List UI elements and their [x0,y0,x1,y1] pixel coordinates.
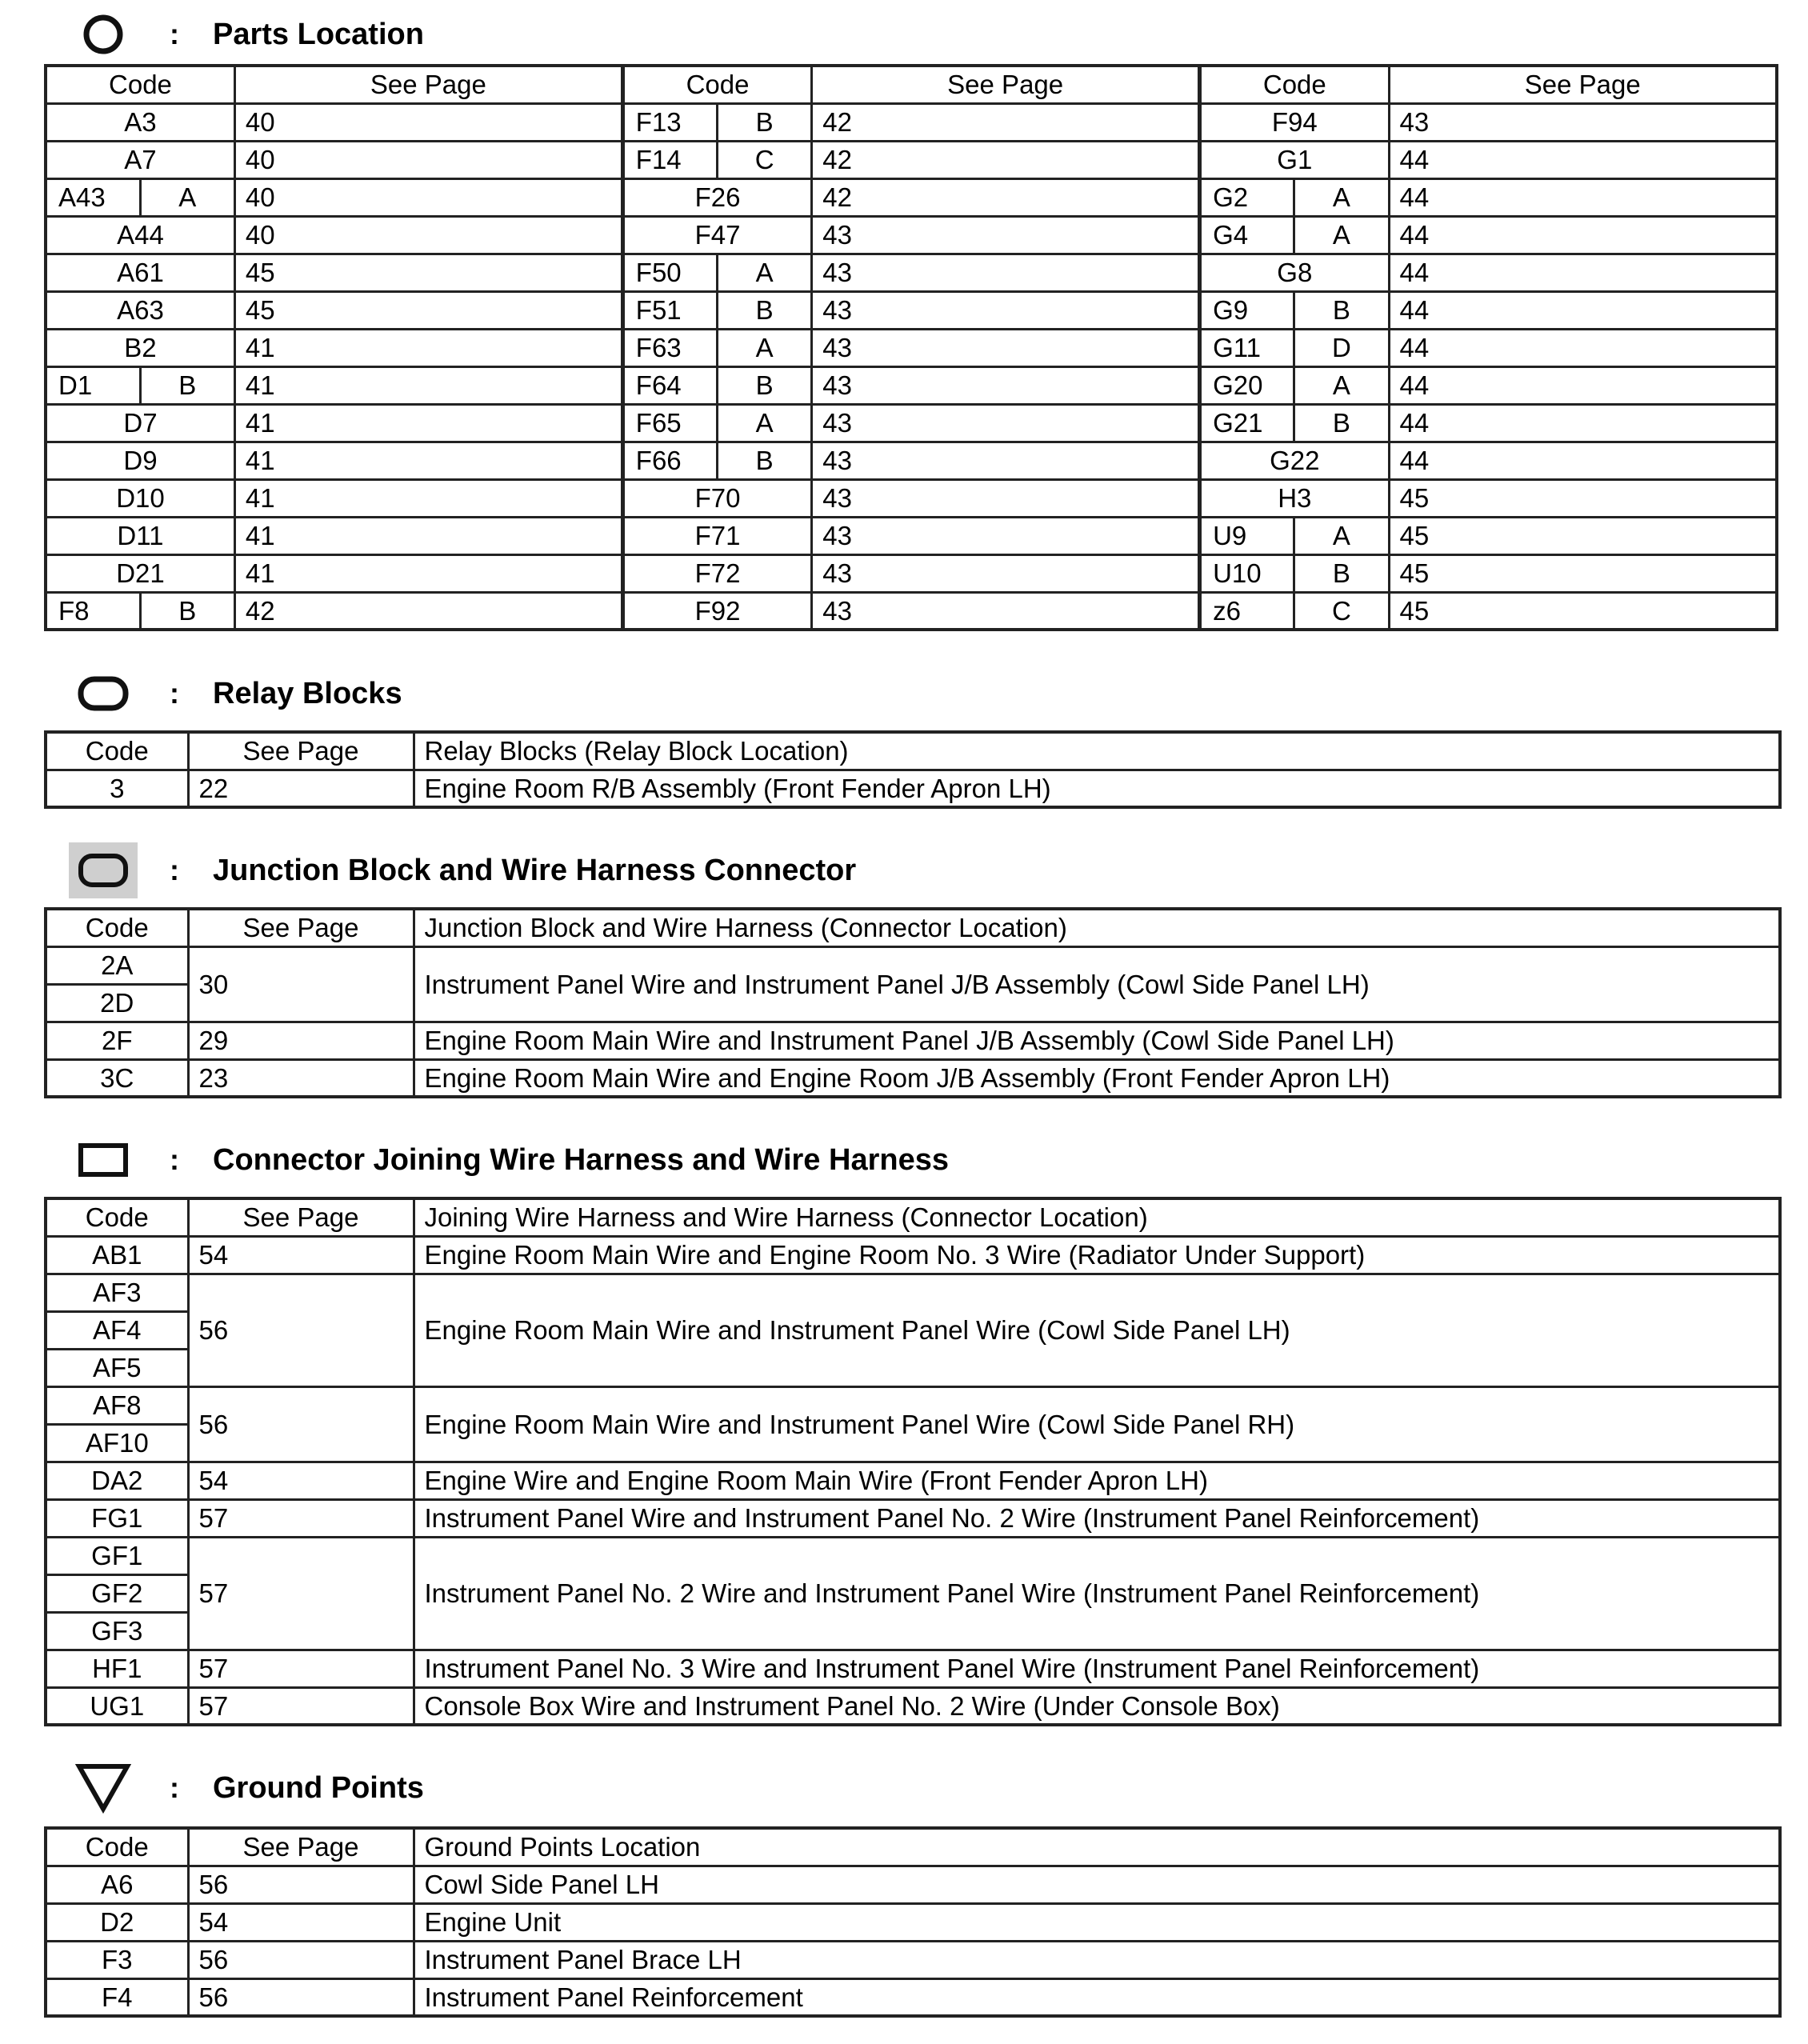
section-title: Junction Block and Wire Harness Connector [213,853,857,887]
shaded-rounded-rectangle-symbol-icon [69,842,138,898]
relay-blocks-heading [69,666,402,722]
code-cell: A63 [46,291,234,329]
code-cell: G4 [1200,216,1294,254]
table-row [46,216,1777,254]
connector-joining-heading [69,1132,949,1188]
see-page-header: See Page [188,732,414,770]
page-cell: 43 [812,442,1200,479]
table-row [46,442,1777,479]
code-cell: U9 [1200,517,1294,554]
heading-colon: : [170,677,179,710]
see-page-header: See Page [234,66,622,103]
table-row [46,404,1777,442]
page-cell: 40 [234,103,622,141]
description-cell: Instrument Panel No. 3 Wire and Instrument Panel Wire (Instrument Panel Reinforcement) [414,1650,1780,1687]
heading-colon: : [170,854,179,886]
page-cell: 56 [188,1274,414,1386]
table-row [46,1866,1780,1903]
section-title: Connector Joining Wire Harness and Wire Harness [213,1142,949,1177]
description-cell: Instrument Panel Brace LH [414,1941,1780,1978]
page-cell: 41 [234,404,622,442]
code-cell: 3C [46,1059,188,1097]
code-cell: F8 [46,592,140,630]
code-cell: F4 [46,1978,188,2016]
page-cell: 44 [1389,366,1777,404]
code-cell: GF1 [46,1537,188,1574]
code-cell: U10 [1200,554,1294,592]
code-cell: F13 [622,103,717,141]
code-suffix-cell: A [1294,216,1389,254]
code-cell: 3 [46,770,188,807]
code-suffix-cell: B [718,366,812,404]
code-suffix-cell: A [718,329,812,366]
code-cell: D2 [46,1903,188,1941]
code-cell: F51 [622,291,717,329]
code-suffix-cell: A [1294,178,1389,216]
page-cell: 45 [1389,554,1777,592]
table-row [46,1903,1780,1941]
code-suffix-cell: B [140,366,234,404]
page-cell: 45 [234,291,622,329]
code-cell: GF3 [46,1612,188,1650]
page-cell: 43 [812,254,1200,291]
description-header: Joining Wire Harness and Wire Harness (Connector Location) [414,1198,1780,1236]
page-cell: 43 [812,366,1200,404]
code-suffix-cell: A [1294,517,1389,554]
code-cell: DA2 [46,1462,188,1499]
description-cell: Instrument Panel Wire and Instrument Panel J/B Assembly (Cowl Side Panel LH) [414,946,1780,1022]
code-cell: A61 [46,254,234,291]
rounded-rectangle-symbol-icon [69,666,138,722]
header-row [46,732,1780,770]
code-cell: B2 [46,329,234,366]
table-row [46,1687,1780,1725]
code-cell: AF4 [46,1311,188,1349]
page-cell: 43 [812,592,1200,630]
page-cell: 54 [188,1903,414,1941]
description-cell: Engine Room Main Wire and Engine Room No. 3 Wire (Radiator Under Support) [414,1236,1780,1274]
code-header: Code [46,1828,188,1866]
code-cell: F64 [622,366,717,404]
code-cell: 2A [46,946,188,984]
table-row [46,291,1777,329]
code-cell: F14 [622,141,717,178]
description-cell: Engine Room Main Wire and Instrument Panel Wire (Cowl Side Panel LH) [414,1274,1780,1386]
page-cell: 43 [812,554,1200,592]
code-cell: F65 [622,404,717,442]
page-cell: 42 [234,592,622,630]
page-cell: 45 [1389,479,1777,517]
code-cell: D7 [46,404,234,442]
table-row [46,1059,1780,1097]
page-cell: 41 [234,517,622,554]
table-row [46,178,1777,216]
code-cell: F26 [622,178,811,216]
page-cell: 44 [1389,178,1777,216]
code-header: Code [1200,66,1389,103]
table-row [46,1274,1780,1311]
code-cell: A44 [46,216,234,254]
code-suffix-cell: A [718,404,812,442]
connector-joining-table [44,1197,1782,1726]
table-row [46,946,1780,984]
code-suffix-cell: B [1294,404,1389,442]
section-title: Relay Blocks [213,676,402,710]
page-cell: 45 [1389,517,1777,554]
see-page-header: See Page [812,66,1200,103]
code-cell: F66 [622,442,717,479]
code-cell: F47 [622,216,811,254]
code-header: Code [46,1198,188,1236]
code-cell: F94 [1200,103,1389,141]
code-cell: F63 [622,329,717,366]
code-cell: F72 [622,554,811,592]
table-row [46,1022,1780,1059]
page-cell: 44 [1389,404,1777,442]
description-cell: Engine Room Main Wire and Instrument Panel J/B Assembly (Cowl Side Panel LH) [414,1022,1780,1059]
code-cell: A3 [46,103,234,141]
code-cell: AF5 [46,1349,188,1386]
code-suffix-cell: B [1294,554,1389,592]
see-page-header: See Page [188,1198,414,1236]
description-cell: Instrument Panel No. 2 Wire and Instrument Panel Wire (Instrument Panel Reinforcement) [414,1537,1780,1650]
table-row [46,1236,1780,1274]
code-cell: D10 [46,479,234,517]
heading-colon: : [170,18,179,50]
table-row [46,1499,1780,1537]
code-header: Code [46,66,234,103]
table-row [46,366,1777,404]
page-cell: 41 [234,329,622,366]
page-cell: 41 [234,554,622,592]
code-cell: UG1 [46,1687,188,1725]
code-header: Code [46,909,188,946]
ground-points-heading [69,1760,424,1816]
code-header: Code [622,66,811,103]
code-cell: G2 [1200,178,1294,216]
page-cell: 43 [812,329,1200,366]
page-cell: 43 [812,291,1200,329]
page-cell: 56 [188,1386,414,1462]
page-cell: 44 [1389,254,1777,291]
description-cell: Instrument Panel Wire and Instrument Panel No. 2 Wire (Instrument Panel Reinforcement) [414,1499,1780,1537]
code-cell: z6 [1200,592,1294,630]
page-cell: 40 [234,141,622,178]
code-cell: F92 [622,592,811,630]
description-header: Ground Points Location [414,1828,1780,1866]
page-cell: 42 [812,141,1200,178]
code-suffix-cell: D [1294,329,1389,366]
table-row [46,329,1777,366]
table-row [46,103,1777,141]
code-suffix-cell: B [718,103,812,141]
parts-location-heading [69,6,424,62]
description-cell: Instrument Panel Reinforcement [414,1978,1780,2016]
table-row [46,1978,1780,2016]
code-cell: AF8 [46,1386,188,1424]
page-cell: 40 [234,216,622,254]
page-cell: 41 [234,442,622,479]
code-cell: D11 [46,517,234,554]
table-row [46,1650,1780,1687]
code-suffix-cell: A [140,178,234,216]
page-cell: 44 [1389,141,1777,178]
see-page-header: See Page [188,909,414,946]
page-cell: 56 [188,1941,414,1978]
code-cell: G9 [1200,291,1294,329]
description-header: Relay Blocks (Relay Block Location) [414,732,1780,770]
table-row [46,141,1777,178]
code-cell: G20 [1200,366,1294,404]
code-cell: AB1 [46,1236,188,1274]
section-title: Parts Location [213,17,424,51]
page-cell: 45 [234,254,622,291]
junction-block-table [44,907,1782,1098]
page-cell: 41 [234,366,622,404]
page-cell: 57 [188,1499,414,1537]
description-cell: Engine Room Main Wire and Instrument Panel Wire (Cowl Side Panel RH) [414,1386,1780,1462]
header-row [46,66,1777,103]
circle-symbol-icon [69,6,138,62]
description-cell: Engine Room R/B Assembly (Front Fender Apron LH) [414,770,1780,807]
table-row [46,1941,1780,1978]
page-cell: 43 [812,216,1200,254]
code-suffix-cell: B [718,291,812,329]
page-cell: 43 [812,404,1200,442]
code-cell: G1 [1200,141,1389,178]
code-cell: G8 [1200,254,1389,291]
header-row [46,1198,1780,1236]
code-cell: H3 [1200,479,1389,517]
see-page-header: See Page [1389,66,1777,103]
code-cell: D1 [46,366,140,404]
header-row [46,909,1780,946]
parts-location-table [44,64,1778,631]
code-suffix-cell: C [718,141,812,178]
description-cell: Console Box Wire and Instrument Panel No. 2 Wire (Under Console Box) [414,1687,1780,1725]
code-cell: F3 [46,1941,188,1978]
code-suffix-cell: B [718,442,812,479]
page-cell: 23 [188,1059,414,1097]
table-row [46,592,1777,630]
code-cell: 2F [46,1022,188,1059]
code-cell: FG1 [46,1499,188,1537]
page-cell: 57 [188,1537,414,1650]
code-suffix-cell: A [1294,366,1389,404]
page-cell: 41 [234,479,622,517]
code-cell: AF3 [46,1274,188,1311]
description-header: Junction Block and Wire Harness (Connector Location) [414,909,1780,946]
code-cell: A43 [46,178,140,216]
code-cell: F71 [622,517,811,554]
ground-points-table [44,1826,1782,2018]
page-cell: 42 [812,178,1200,216]
code-cell: 2D [46,984,188,1022]
page-cell: 43 [812,517,1200,554]
table-row [46,770,1780,807]
inverted-triangle-symbol-icon [69,1760,138,1816]
description-cell: Engine Unit [414,1903,1780,1941]
page-cell: 43 [1389,103,1777,141]
page-cell: 44 [1389,329,1777,366]
code-cell: GF2 [46,1574,188,1612]
description-cell: Cowl Side Panel LH [414,1866,1780,1903]
page-cell: 56 [188,1866,414,1903]
see-page-header: See Page [188,1828,414,1866]
page-cell: 56 [188,1978,414,2016]
page-cell: 54 [188,1462,414,1499]
heading-colon: : [170,1143,179,1176]
table-row [46,254,1777,291]
code-cell: G11 [1200,329,1294,366]
code-suffix-cell: B [140,592,234,630]
page-cell: 44 [1389,442,1777,479]
table-row [46,517,1777,554]
table-row [46,1386,1780,1424]
page-cell: 43 [812,479,1200,517]
code-cell: AF10 [46,1424,188,1462]
code-suffix-cell: B [1294,291,1389,329]
code-cell: G22 [1200,442,1389,479]
page-cell: 29 [188,1022,414,1059]
code-cell: HF1 [46,1650,188,1687]
header-row [46,1828,1780,1866]
code-suffix-cell: A [718,254,812,291]
code-cell: A7 [46,141,234,178]
code-cell: F70 [622,479,811,517]
table-row [46,1462,1780,1499]
description-cell: Engine Wire and Engine Room Main Wire (Front Fender Apron LH) [414,1462,1780,1499]
page-cell: 22 [188,770,414,807]
code-cell: F50 [622,254,717,291]
junction-block-heading [69,842,856,898]
page-cell: 57 [188,1687,414,1725]
page-cell: 54 [188,1236,414,1274]
page-cell: 42 [812,103,1200,141]
rectangle-symbol-icon [69,1132,138,1188]
section-title: Ground Points [213,1770,424,1805]
page-cell: 40 [234,178,622,216]
code-cell: A6 [46,1866,188,1903]
page-cell: 44 [1389,291,1777,329]
code-suffix-cell: C [1294,592,1389,630]
code-header: Code [46,732,188,770]
page-cell: 45 [1389,592,1777,630]
heading-colon: : [170,1771,179,1804]
table-row [46,479,1777,517]
code-cell: D21 [46,554,234,592]
page-cell: 30 [188,946,414,1022]
code-cell: G21 [1200,404,1294,442]
relay-blocks-table [44,730,1782,809]
description-cell: Engine Room Main Wire and Engine Room J/B Assembly (Front Fender Apron LH) [414,1059,1780,1097]
code-cell: D9 [46,442,234,479]
page-cell: 44 [1389,216,1777,254]
table-row [46,1537,1780,1574]
table-row [46,554,1777,592]
page-cell: 57 [188,1650,414,1687]
